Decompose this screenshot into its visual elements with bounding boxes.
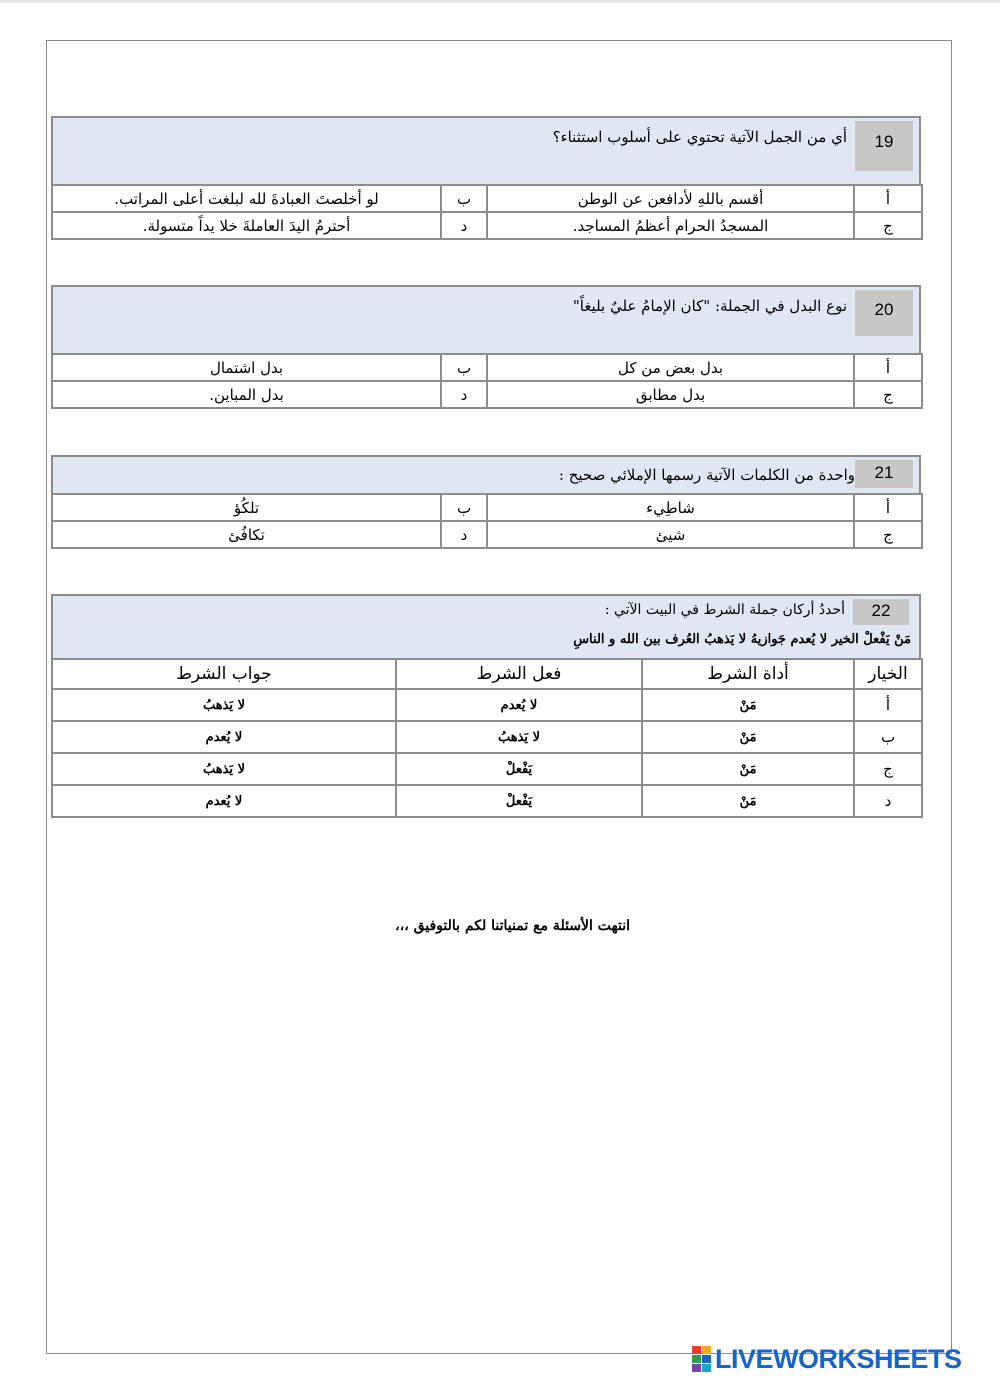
closing-message: انتهت الأسئلة مع تمنياتنا لكم بالتوفيق ،،،: [395, 918, 630, 934]
option-c[interactable]: شيئ: [487, 521, 854, 548]
condition-answer[interactable]: لا يَذهبُ: [52, 689, 396, 721]
option-b[interactable]: لو أخلصتَ العبادةَ لله لبلغت أعلى المراتب.: [52, 185, 441, 212]
option-letter: ج: [854, 753, 922, 785]
condition-answer[interactable]: لا يُعدم: [52, 785, 396, 817]
options-table: [51, 184, 923, 240]
option-letter: أ: [854, 494, 922, 521]
option-c[interactable]: بدل مطابق: [487, 381, 854, 408]
condition-verb[interactable]: يَفْعلْ: [396, 785, 642, 817]
poetry-verse: مَنْ يَفْعلْ الخير لا يُعدم جَوازيهُ لا يَذهبُ العُرف بين الله و الناسِ: [573, 632, 911, 647]
options-table: [51, 493, 923, 549]
page-top-edge: [0, 0, 1000, 3]
logo-text: LIVEWORKSHEETS: [715, 1343, 962, 1374]
option-letter: ج: [854, 381, 922, 408]
question-number: 19: [855, 121, 913, 171]
option-a[interactable]: بدل بعض من كل: [487, 354, 854, 381]
question-20: [51, 285, 921, 409]
logo-mark-cell: [702, 1355, 711, 1363]
option-letter: ج: [854, 521, 922, 548]
option-letter: أ: [854, 689, 922, 721]
question-header: [51, 455, 921, 493]
question-number: 20: [855, 290, 913, 336]
options-table: [51, 353, 923, 409]
question-21: [51, 455, 921, 549]
option-letter: ب: [441, 185, 487, 212]
condition-tool[interactable]: مَنْ: [642, 785, 854, 817]
option-letter: ب: [441, 494, 487, 521]
condition-answer[interactable]: لا يُعدم: [52, 721, 396, 753]
condition-verb[interactable]: يَفْعلْ: [396, 753, 642, 785]
logo-mark-icon: [692, 1346, 711, 1372]
option-letter: أ: [854, 185, 922, 212]
question-number: 22: [853, 599, 909, 625]
condition-tool[interactable]: مَنْ: [642, 689, 854, 721]
question-text: أي من الجمل الآتية تحتوي على أسلوب استثناء؟: [552, 128, 847, 146]
question-19: [51, 116, 921, 240]
logo-mark-cell: [692, 1346, 701, 1354]
option-d[interactable]: أحترمُ اليدَ العاملةَ خلا يداً متسولة.: [52, 212, 441, 239]
option-letter: د: [441, 212, 487, 239]
option-a[interactable]: أقسم باللهِ لأدافعن عن الوطن: [487, 185, 854, 212]
option-b[interactable]: بدل اشتمال: [52, 354, 441, 381]
option-letter: د: [441, 381, 487, 408]
option-a[interactable]: شاطِيء: [487, 494, 854, 521]
condition-table: [51, 658, 923, 818]
option-letter: ب: [441, 354, 487, 381]
condition-tool[interactable]: مَنْ: [642, 721, 854, 753]
option-d[interactable]: بدل المباين.: [52, 381, 441, 408]
logo-mark-cell: [692, 1355, 701, 1363]
question-number: 21: [855, 460, 913, 488]
question-header: [51, 594, 921, 658]
question-text: واحدة من الكلمات الآتية رسمها الإملائي صحيح :: [558, 466, 855, 484]
option-letter: ب: [854, 721, 922, 753]
option-letter: أ: [854, 354, 922, 381]
question-header: [51, 285, 921, 353]
condition-answer[interactable]: لا يَذهبُ: [52, 753, 396, 785]
condition-verb[interactable]: لا يُعدم: [396, 689, 642, 721]
logo-mark-cell: [702, 1364, 711, 1372]
condition-tool[interactable]: مَنْ: [642, 753, 854, 785]
question-text: أحددُ أركان جملة الشرط في البيت الآتي :: [604, 602, 845, 618]
logo-mark-cell: [692, 1364, 701, 1372]
column-header: فعل الشرط: [396, 659, 642, 689]
option-d[interactable]: تكافُئ: [52, 521, 441, 548]
column-header: جواب الشرط: [52, 659, 396, 689]
column-header: أداة الشرط: [642, 659, 854, 689]
question-22: [51, 594, 921, 818]
liveworksheets-logo: [692, 1344, 962, 1374]
option-b[interactable]: تلكُؤ: [52, 494, 441, 521]
option-letter: د: [854, 785, 922, 817]
option-letter: د: [441, 521, 487, 548]
column-header: الخيار: [854, 659, 922, 689]
option-letter: ج: [854, 212, 922, 239]
question-header: [51, 116, 921, 184]
condition-verb[interactable]: لا يَذهبُ: [396, 721, 642, 753]
question-text: نوع البدل في الجملة: "كان الإمامُ عليٌ بليغاً": [572, 297, 847, 315]
logo-mark-cell: [702, 1346, 711, 1354]
option-c[interactable]: المسجدُ الحرام أعظمُ المساجد.: [487, 212, 854, 239]
